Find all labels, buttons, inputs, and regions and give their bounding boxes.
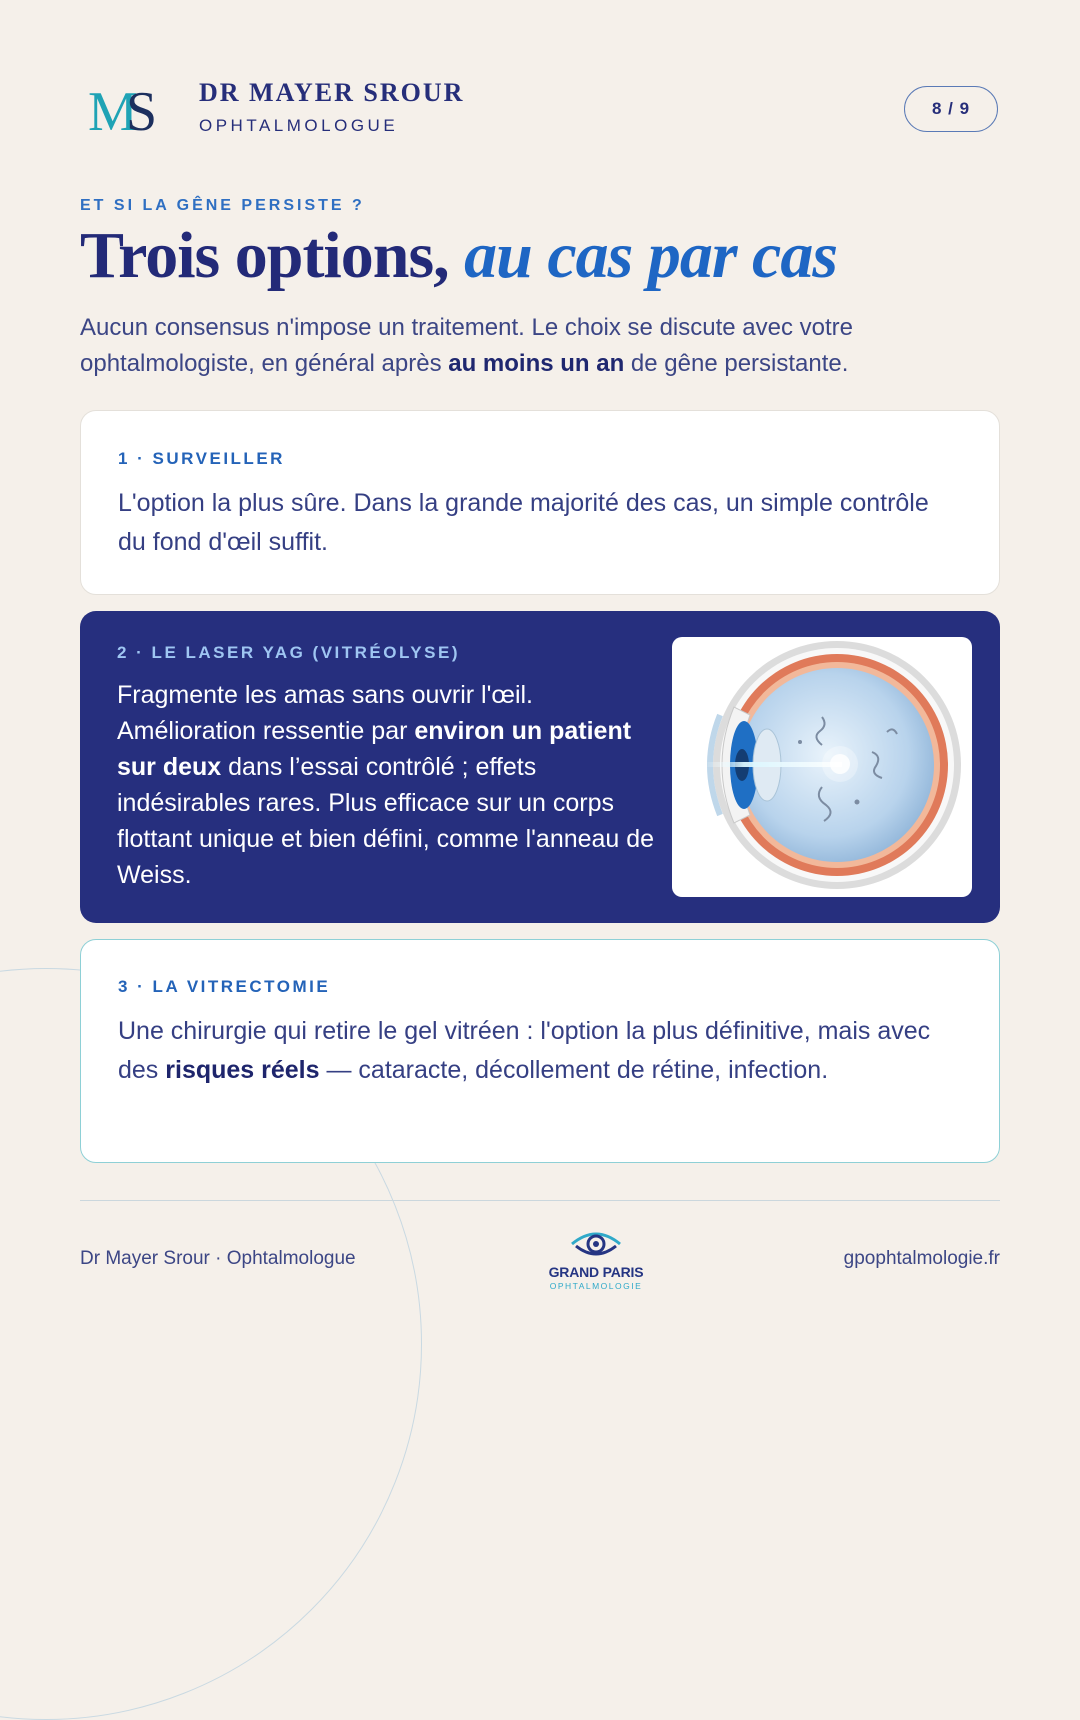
logo-m-letter: M	[88, 82, 130, 136]
grand-paris-subtitle: OPHTALMOLOGIE	[549, 1281, 643, 1291]
option-label: 2 · LE LASER YAG (VITRÉOLYSE)	[117, 643, 460, 662]
eye-illustration-panel	[672, 637, 972, 897]
eye-icon	[568, 1226, 624, 1262]
option-text-end: — cataracte, décollement de rétine, infection.	[319, 1056, 829, 1084]
laser-beam	[702, 762, 842, 767]
footer-divider	[80, 1200, 1000, 1201]
intro-text-end: de gêne persistante.	[624, 350, 849, 377]
page-indicator: 8 / 9	[904, 86, 998, 132]
option-text-bold: risques réels	[165, 1056, 320, 1084]
option-text-start: Une chirurgie qui retire le gel vitréen : l'option la plus définitive, mais avec des	[118, 1017, 931, 1084]
grand-paris-name: GRAND PARIS	[548, 1264, 644, 1280]
option-text-end: dans l’essai contrôlé ; effets indésirables rares. Plus efficace sur un corps flottant unique et bien défini, comme l'anneau de Weiss.	[117, 753, 655, 889]
ms-logo	[88, 82, 172, 136]
eye-laser-illustration	[672, 637, 972, 897]
brand-subtitle: OPHTALMOLOGUE	[199, 116, 399, 135]
option-text	[118, 1012, 948, 1090]
intro-paragraph	[80, 310, 980, 382]
grand-paris-logo	[540, 1226, 652, 1292]
option-text: L'option la plus sûre. Dans la grande majorité des cas, un simple contrôle du fond d'œil suffit.	[118, 489, 929, 556]
website-link[interactable]: gpophtalmologie.fr	[843, 1248, 1000, 1269]
intro-text-start: Aucun consensus n'impose un traitement. Le choix se discute avec votre ophtalmologiste, en général après	[80, 314, 854, 377]
footer-author: Dr Mayer Srour · Ophtalmologue	[80, 1248, 356, 1269]
option-text-start: Fragmente les amas sans ouvrir l'œil. Amélioration ressentie par	[117, 681, 534, 745]
option-text-bold: environ un patient sur deux	[117, 717, 632, 781]
title-accent: au cas par cas	[464, 219, 838, 292]
intro-bold: au moins un an	[448, 350, 625, 377]
option-text	[117, 677, 657, 893]
section-kicker: ET SI LA GÊNE PERSISTE ?	[80, 197, 365, 214]
option-label: 3 · LA VITRECTOMIE	[118, 977, 331, 996]
brand-name: DR MAYER SROUR	[199, 78, 465, 107]
page-title	[80, 218, 837, 294]
option-card-vitrectomie	[80, 939, 1000, 1163]
title-main: Trois options,	[80, 219, 449, 292]
option-label: 1 · SURVEILLER	[118, 449, 285, 468]
logo-s-letter: S	[126, 82, 158, 136]
option-card-surveiller	[80, 410, 1000, 595]
option-card-laser-yag	[80, 611, 1000, 923]
